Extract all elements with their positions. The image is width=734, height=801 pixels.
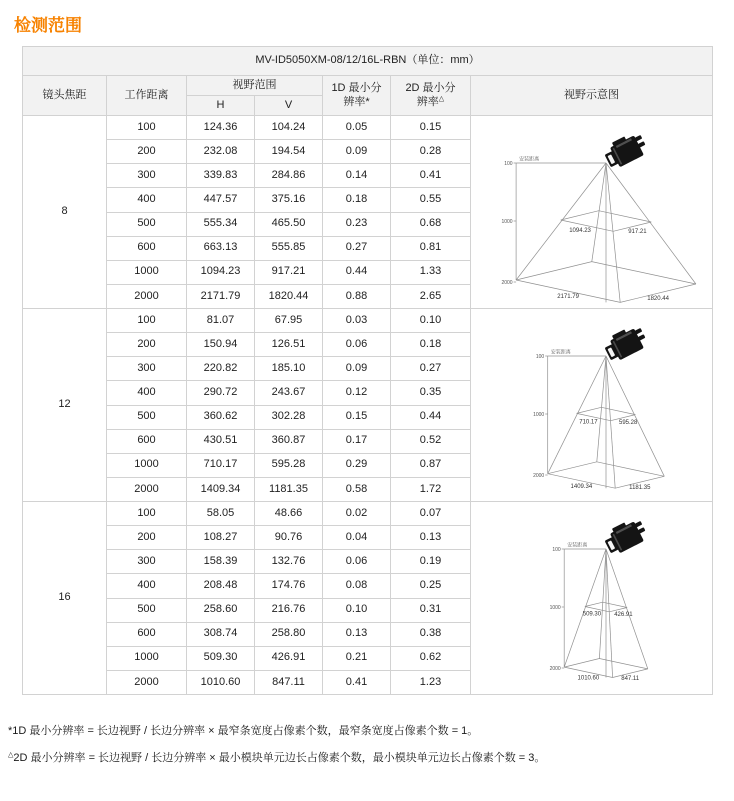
fov-v-cell: 185.10: [255, 357, 323, 381]
dim-label-v-2000: 847.11: [620, 676, 639, 683]
res-2d-cell: 0.07: [391, 502, 471, 526]
page-title: 检测范围: [14, 16, 82, 35]
fov-diagram: [472, 502, 712, 694]
fov-h-cell: 1094.23: [187, 260, 255, 284]
fov-v-cell: 555.85: [255, 236, 323, 260]
fov-v-cell: 194.54: [255, 140, 323, 164]
working-distance-cell: 600: [107, 429, 187, 453]
res-1d-cell: 0.09: [323, 140, 391, 164]
fov-diagram-cell: [471, 116, 713, 309]
fov-v-cell: 90.76: [255, 526, 323, 550]
fov-h-cell: 124.36: [187, 116, 255, 140]
working-distance-cell: 300: [107, 357, 187, 381]
fov-v-cell: 1820.44: [255, 284, 323, 308]
fov-diagram: [472, 116, 712, 308]
axis-title: 安装距离: [518, 156, 539, 163]
res-2d-cell: 0.55: [391, 188, 471, 212]
working-distance-cell: 1000: [107, 260, 187, 284]
res-1d-cell: 0.02: [323, 502, 391, 526]
res-2d-cell: 0.81: [391, 236, 471, 260]
axis-tick-label: 100: [551, 546, 561, 553]
fov-v-cell: 465.50: [255, 212, 323, 236]
res-1d-cell: 0.58: [323, 477, 391, 501]
fov-v-cell: 126.51: [255, 333, 323, 357]
working-distance-cell: 400: [107, 574, 187, 598]
working-distance-cell: 200: [107, 526, 187, 550]
fov-h-cell: 555.34: [187, 212, 255, 236]
detection-range-table: [22, 46, 713, 695]
res-2d-cell: 0.19: [391, 550, 471, 574]
fov-h-cell: 1010.60: [187, 670, 255, 694]
dim-label-v-2000: 1820.44: [646, 296, 669, 303]
working-distance-cell: 100: [107, 116, 187, 140]
fov-v-cell: 595.28: [255, 453, 323, 477]
footnote-2d-text: 2D 最小分辨率 = 长边视野 / 长边分辨率 × 最小模块单元边长占像素个数，最小模块单元边长占像素个数 = 3。: [13, 752, 546, 765]
table-row: [23, 116, 713, 140]
res-1d-cell: 0.18: [323, 188, 391, 212]
fov-v-cell: 375.16: [255, 188, 323, 212]
fov-h-cell: 308.74: [187, 622, 255, 646]
focal-length-cell: 12: [23, 309, 107, 502]
res2d-label-line2: 辨率: [416, 95, 439, 108]
table-row: [23, 309, 713, 333]
working-distance-cell: 400: [107, 188, 187, 212]
working-distance-cell: 500: [107, 405, 187, 429]
res-1d-cell: 0.44: [323, 260, 391, 284]
res-2d-cell: 1.33: [391, 260, 471, 284]
fov-v-cell: 174.76: [255, 574, 323, 598]
fov-h-cell: 290.72: [187, 381, 255, 405]
res-1d-cell: 0.23: [323, 212, 391, 236]
fov-h-cell: 208.48: [187, 574, 255, 598]
dim-label-v-1000: 595.28: [618, 420, 637, 427]
fov-h-cell: 158.39: [187, 550, 255, 574]
col-header-fov-diagram: 视野示意图: [471, 76, 713, 116]
fov-h-cell: 447.57: [187, 188, 255, 212]
working-distance-cell: 2000: [107, 284, 187, 308]
fov-v-cell: 243.67: [255, 381, 323, 405]
res-2d-cell: 0.68: [391, 212, 471, 236]
res-2d-cell: 0.27: [391, 357, 471, 381]
working-distance-cell: 100: [107, 502, 187, 526]
working-distance-cell: 1000: [107, 453, 187, 477]
fov-h-cell: 1409.34: [187, 477, 255, 501]
fov-h-cell: 258.60: [187, 598, 255, 622]
res-1d-cell: 0.27: [323, 236, 391, 260]
fov-h-cell: 360.62: [187, 405, 255, 429]
dim-label-h-1000: 1094.23: [568, 228, 591, 235]
axis-tick-label: 2000: [549, 665, 561, 672]
res-1d-cell: 0.03: [323, 309, 391, 333]
res-1d-cell: 0.12: [323, 381, 391, 405]
fov-h-cell: 339.83: [187, 164, 255, 188]
dim-label-h-2000: 1409.34: [570, 484, 592, 490]
working-distance-cell: 2000: [107, 477, 187, 501]
res-2d-cell: 0.15: [391, 116, 471, 140]
res-2d-cell: 0.38: [391, 622, 471, 646]
working-distance-cell: 500: [107, 212, 187, 236]
axis-title: 安装距离: [550, 349, 571, 356]
fov-v-cell: 132.76: [255, 550, 323, 574]
axis-tick-label: 1000: [532, 411, 544, 418]
footnote-2d: [8, 752, 734, 765]
res-2d-cell: 0.10: [391, 309, 471, 333]
table-title: MV-ID5050XM-08/12/16L-RBN（单位：mm）: [23, 47, 713, 76]
res1d-label-line1: 1D 最小分: [331, 81, 382, 94]
axis-tick-label: 1000: [549, 604, 561, 611]
fov-h-cell: 58.05: [187, 502, 255, 526]
working-distance-cell: 400: [107, 381, 187, 405]
fov-h-cell: 220.82: [187, 357, 255, 381]
axis-tick-label: 100: [535, 353, 544, 360]
dim-label-h-2000: 1010.60: [577, 675, 599, 682]
res-2d-cell: 2.65: [391, 284, 471, 308]
res-1d-cell: 0.09: [323, 357, 391, 381]
res-1d-cell: 0.10: [323, 598, 391, 622]
focal-group-16: [23, 502, 713, 695]
res-1d-cell: 0.41: [323, 670, 391, 694]
res-1d-cell: 0.15: [323, 405, 391, 429]
fov-h-cell: 81.07: [187, 309, 255, 333]
fov-diagram-cell: [471, 502, 713, 695]
fov-v-cell: 426.91: [255, 646, 323, 670]
dim-label-v-2000: 1181.35: [628, 485, 650, 492]
col-header-2d-resolution: [391, 76, 471, 116]
camera-icon: [601, 130, 649, 171]
working-distance-cell: 500: [107, 598, 187, 622]
res1d-label-line2: 辨率: [343, 95, 366, 108]
res-1d-cell: 0.88: [323, 284, 391, 308]
fov-v-cell: 360.87: [255, 429, 323, 453]
res-2d-cell: 1.72: [391, 477, 471, 501]
col-header-1d-resolution: [323, 76, 391, 116]
res-1d-cell: 0.06: [323, 550, 391, 574]
res-1d-cell: 0.04: [323, 526, 391, 550]
res-2d-cell: 1.23: [391, 670, 471, 694]
res-1d-cell: 0.06: [323, 333, 391, 357]
axis-tick-label: 2000: [532, 472, 544, 479]
res-2d-cell: 0.13: [391, 526, 471, 550]
fov-diagram-cell: [471, 309, 713, 502]
res-2d-cell: 0.18: [391, 333, 471, 357]
table-row: [23, 502, 713, 526]
res-2d-cell: 0.28: [391, 140, 471, 164]
camera-icon: [601, 323, 649, 364]
res-2d-cell: 0.41: [391, 164, 471, 188]
fov-v-cell: 1181.35: [255, 477, 323, 501]
col-header-working-distance: 工作距离: [107, 76, 187, 116]
axis-tick-label: 1000: [500, 218, 513, 225]
fov-v-cell: 104.24: [255, 116, 323, 140]
dim-label-h-1000: 509.30: [582, 611, 601, 618]
camera-icon: [601, 516, 649, 557]
res2d-label-line1: 2D 最小分: [405, 81, 456, 94]
res-2d-cell: 0.87: [391, 453, 471, 477]
fov-v-cell: 917.21: [255, 260, 323, 284]
fov-diagram: [472, 309, 712, 501]
col-header-fov: 视野范围: [187, 76, 323, 96]
working-distance-cell: 100: [107, 309, 187, 333]
res-2d-cell: 0.44: [391, 405, 471, 429]
fov-v-cell: 847.11: [255, 670, 323, 694]
working-distance-cell: 1000: [107, 646, 187, 670]
working-distance-cell: 300: [107, 164, 187, 188]
fov-h-cell: 509.30: [187, 646, 255, 670]
fov-h-cell: 150.94: [187, 333, 255, 357]
res-2d-cell: 0.25: [391, 574, 471, 598]
fov-h-cell: 2171.79: [187, 284, 255, 308]
fov-h-cell: 663.13: [187, 236, 255, 260]
fov-v-cell: 216.76: [255, 598, 323, 622]
focal-group-12: [23, 309, 713, 502]
working-distance-cell: 200: [107, 140, 187, 164]
fov-h-cell: 430.51: [187, 429, 255, 453]
res-2d-cell: 0.31: [391, 598, 471, 622]
footnote-2d-marker: △: [8, 751, 14, 759]
col-header-v: V: [255, 96, 323, 116]
footnote-1d: *1D 最小分辨率 = 长边视野 / 长边分辨率 × 最窄条宽度占像素个数，最窄条宽度占像素个数 = 1。: [8, 725, 479, 737]
fov-h-cell: 108.27: [187, 526, 255, 550]
res-2d-cell: 0.52: [391, 429, 471, 453]
fov-h-cell: 710.17: [187, 453, 255, 477]
fov-v-cell: 302.28: [255, 405, 323, 429]
focal-length-cell: 8: [23, 116, 107, 309]
fov-v-cell: 284.86: [255, 164, 323, 188]
res1d-footnote-marker: *: [365, 95, 370, 108]
fov-v-cell: 258.80: [255, 622, 323, 646]
focal-length-cell: 16: [23, 502, 107, 695]
working-distance-cell: 600: [107, 236, 187, 260]
fov-h-cell: 232.08: [187, 140, 255, 164]
working-distance-cell: 300: [107, 550, 187, 574]
working-distance-cell: 2000: [107, 670, 187, 694]
res-2d-cell: 0.35: [391, 381, 471, 405]
col-header-focal-length: 镜头焦距: [23, 76, 107, 116]
res-1d-cell: 0.05: [323, 116, 391, 140]
res-1d-cell: 0.29: [323, 453, 391, 477]
working-distance-cell: 600: [107, 622, 187, 646]
res-1d-cell: 0.14: [323, 164, 391, 188]
res-2d-cell: 0.62: [391, 646, 471, 670]
res-1d-cell: 0.17: [323, 429, 391, 453]
res2d-footnote-marker: △: [438, 94, 445, 102]
focal-group-8: [23, 116, 713, 309]
dim-label-v-1000: 426.91: [613, 612, 633, 619]
res-1d-cell: 0.08: [323, 574, 391, 598]
axis-tick-label: 100: [503, 160, 513, 167]
dim-label-h-2000: 2171.79: [556, 294, 579, 301]
working-distance-cell: 200: [107, 333, 187, 357]
axis-tick-label: 2000: [500, 279, 513, 286]
dim-label-v-1000: 917.21: [627, 229, 647, 236]
res-1d-cell: 0.21: [323, 646, 391, 670]
fov-v-cell: 67.95: [255, 309, 323, 333]
axis-title: 安装距离: [566, 542, 587, 549]
col-header-h: H: [187, 96, 255, 116]
fov-v-cell: 48.66: [255, 502, 323, 526]
dim-label-h-1000: 710.17: [578, 419, 598, 426]
res-1d-cell: 0.13: [323, 622, 391, 646]
